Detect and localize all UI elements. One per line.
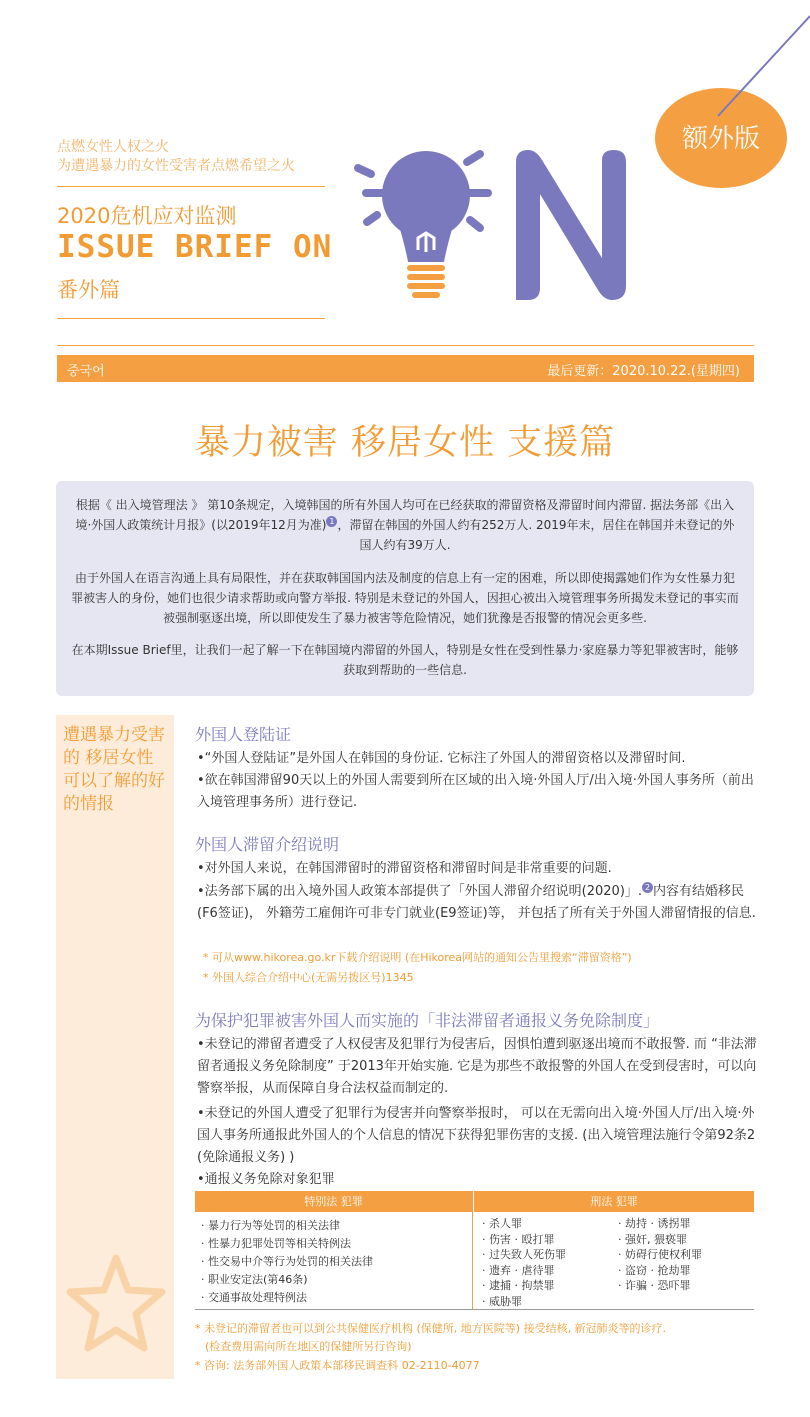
section-2-note: * 外国人综合介绍中心(无需另拨区号)1345 [203, 971, 414, 984]
table-cell: · 妨碍行使权利罪 [618, 1248, 702, 1261]
ray-right-lower [470, 220, 480, 228]
table-cell: · 杀人罪 [482, 1217, 522, 1230]
section-title-registration: 外国人登陆证 [195, 725, 292, 744]
footnote-contact: * 咨询: 法务部外国人政策本部移民调查科 02-2110-4077 [195, 1359, 480, 1372]
intro-box [56, 481, 754, 696]
ray-left-upper [358, 168, 371, 174]
table-cell: · 劫持 · 诱拐罪 [618, 1217, 691, 1230]
footnote-marker-2: 2 [642, 882, 653, 893]
table-cell: · 职业安定法(第46条) [201, 1273, 308, 1286]
section-3-item: •未登记的外国人遭受了犯罪行为侵害并向警察举报时， 可以在无需向出入境·外国人厅/出入境·外国人事务所通报此外国人的个人信息的情况下获得犯罪伤害的支援. (出入境管理法施行令第92条2 (免除通报义务) ) [197, 1106, 756, 1165]
table-divider [472, 1191, 473, 1309]
table-cell: · 过失致人死伤罪 [482, 1248, 566, 1261]
section-1-item: •欲在韩国滞留90天以上的外国人需要到所在区域的出入境·外国人厅/出入境·外国人事务所（前出入境管理事务所）进行登记. [197, 773, 754, 810]
criminal-law-list-2 [618, 1216, 752, 1294]
info-bar [57, 355, 754, 382]
section-2-note: * 可从www.hikorea.go.kr下载介绍说明 (在Hikorea网站的通知公告里搜索“滞留资格”) [203, 951, 632, 964]
special-law-list [201, 1217, 469, 1307]
table-header-criminal-law: 刑法 犯罪 [474, 1191, 754, 1212]
table-cell: · 强奸, 猥亵罪 [618, 1232, 687, 1246]
header-divider-bottom [57, 318, 325, 319]
table-header-special-law: 特别法 犯罪 [195, 1191, 472, 1212]
table-cell: · 性交易中介等行为处罚的相关法律 [201, 1255, 373, 1268]
table-cell: · 威胁罪 [482, 1294, 522, 1308]
intro-paragraph-2: 由于外国人在语言沟通上具有局限性，并在获取韩国国内法及制度的信息上有一定的困难，所以即使揭露她们作为女性暴力犯罪被害人的身份，她们也很少请求帮助或向警方举报. 特别是未登记的外国人，因担心被出入境管理事务所揭发未登记的事实而被强制驱逐出境，所以即使发生了暴力被害等危险情况，她们犹豫是否报警的情况会更多些. [71, 571, 739, 625]
criminal-law-list-1 [482, 1216, 612, 1309]
table-cell: · 暴力行为等处罚的相关法律 [201, 1219, 340, 1232]
star-decoration-icon [64, 1250, 168, 1360]
table-bottom-line [195, 1309, 754, 1310]
tagline-line-2: 为遭遇暴力的女性受害者点燃希望之火 [57, 158, 295, 174]
section-2-item-text-a: •法务部下属的出入境外国人政策本部提供了「外国人滞留介绍说明(2020)」. [197, 884, 643, 899]
section-title-stay-guide: 外国人滞留介绍说明 [195, 835, 340, 854]
ray-left-lower [367, 215, 377, 222]
footnote-clinic: * 未登记的滞留者也可以到公共保健医疗机构 (保健所, 地方医院等) 接受结核, 新冠肺炎等的诊疗. [195, 1322, 667, 1335]
table-cell: · 诈骗 · 恐吓罪 [618, 1279, 691, 1292]
diagonal-line [716, 14, 810, 118]
badge-label: 额外版 [681, 123, 760, 154]
exempt-crimes-table [195, 1191, 754, 1311]
header-divider-top [57, 186, 325, 187]
table-cell: · 性暴力犯罪处罚等相关特例法 [201, 1237, 351, 1250]
letter-n-shape [516, 150, 626, 300]
intro-p1-text-a: 根据《 出入境管理法 》 第10条规定，入境韩国的所有外国人均可在已经获取的滞留资格及滞留时间内滞留. 据法务部《出入境·外国人政策统计月报》(以2019年12月为准) [75, 498, 735, 532]
table-cell: · 遗弃 · 虐待罪 [482, 1263, 555, 1277]
footnote-cost: (检查费用需向所在地区的保健所另行咨询) [205, 1340, 412, 1353]
last-updated: 最后更新：2020.10.22.(星期四) [547, 364, 740, 379]
header-title: ISSUE BRIEF ON [57, 229, 333, 265]
bar-top-line [57, 345, 754, 346]
section-3-item: •未登记的滞留者遭受了人权侵害及犯罪行为侵害后，因惧怕遭到驱逐出境而不敢报警. 而 “非法滞留者通报义务免除制度” 于2013年开始实施. 它是为那些不敢报警的外国人在受到侵害时，可以向警察举报，从而保障自身合法权益而制定的. [197, 1037, 757, 1096]
intro-p1-text-b: ，滞留在韩国的外国人约有252万人. 2019年末，居住在韩国并未登记的外国人约有39万人. [337, 518, 735, 552]
footnote-marker-1: 1 [326, 516, 337, 527]
header-subtitle: 2020危机应对监测 [57, 204, 237, 228]
intro-paragraph-1 [70, 495, 740, 555]
language-label: 중국어 [67, 364, 105, 379]
table-cell: · 交通事故处理特例法 [201, 1291, 307, 1304]
tagline [57, 138, 295, 176]
tagline-line-1: 点燃女性人权之火 [57, 139, 169, 155]
lightbulb-on-logo [340, 140, 640, 310]
header-edition: 番外篇 [57, 278, 120, 302]
ray-right-upper [467, 154, 480, 162]
side-panel-title: 遭遇暴力受害的 移居女性 可以了解的好的情报 [63, 725, 165, 814]
bulb-icon [382, 151, 470, 298]
main-title: 暴力被害 移居女性 支援篇 [194, 423, 616, 463]
section-1-item: •“外国人登陆证”是外国人在韩国的身份证. 它标注了外国人的滞留资格以及滞留时间. [197, 751, 686, 766]
section-title-exemption: 为保护犯罪被害外国人而实施的「非法滞留者通报义务免除制度」 [195, 1011, 660, 1030]
section-3-item: •通报义务免除对象犯罪 [197, 1172, 335, 1187]
table-cell: · 盗窃 · 抢劫罪 [618, 1263, 691, 1277]
section-2-item-text-b: 内容有结婚移民(F6签证)， 外籍劳工雇佣许可非专门就业(E9签证)等， 并包括了所有关于外国人滞留情报的信息. [197, 884, 756, 921]
section-2-item [197, 881, 759, 925]
table-cell: · 伤害 · 殴打罪 [482, 1232, 555, 1246]
intro-paragraph-3: 在本期Issue Brief里，让我们一起了解一下在韩国境内滞留的外国人，特别是女性在受到性暴力·家庭暴力等犯罪被害时，能够获取到帮助的一些信息. [71, 643, 739, 677]
section-2-item: •对外国人来说，在韩国滞留时的滞留资格和滞留时间是非常重要的问题. [197, 861, 612, 876]
table-cell: · 逮捕 · 拘禁罪 [482, 1279, 555, 1292]
